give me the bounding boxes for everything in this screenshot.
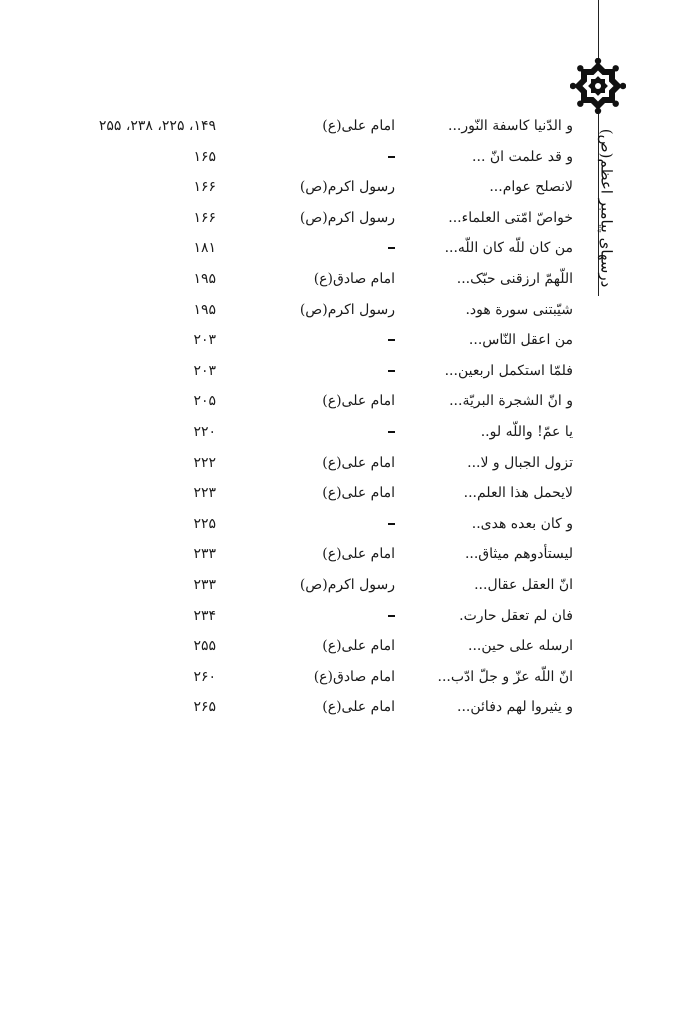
no-speaker-dash	[388, 422, 395, 442]
page-numbers: ۲۰۵	[193, 393, 216, 410]
hadith-phrase: فان لم تعقل حارت.	[459, 607, 573, 624]
hadith-speaker: امام علی(ع)	[322, 699, 395, 716]
index-row	[0, 234, 700, 265]
index-row	[0, 112, 700, 143]
no-speaker-dash	[388, 514, 395, 534]
page-numbers: ۲۰۳	[193, 332, 216, 349]
index-row	[0, 663, 700, 694]
hadith-speaker: امام علی(ع)	[322, 118, 395, 134]
page-numbers: ۱۸۱	[193, 240, 216, 257]
index-row	[0, 540, 700, 571]
page-numbers: ۲۶۰	[193, 668, 216, 685]
hadith-phrase: لانصلح عوام...	[489, 179, 573, 196]
hadith-speaker: امام علی(ع)	[322, 546, 395, 563]
page-numbers: ۲۳۳	[193, 576, 216, 593]
page-numbers: ۲۰۳	[193, 362, 216, 379]
hadith-phrase: و انّ الشجرة البریّة...	[449, 393, 573, 410]
hadith-phrase: و قد علمت انّ ...	[472, 148, 573, 165]
hadith-phrase: ارسله علی حین...	[468, 638, 573, 655]
no-speaker-dash	[388, 238, 395, 258]
hadith-phrase: و کان بعده هدی..	[471, 515, 573, 532]
index-row	[0, 387, 700, 418]
hadith-phrase: اللّهمّ ارزقنی حبّک...	[456, 270, 573, 287]
hadith-speaker: امام علی(ع)	[322, 485, 395, 502]
page-numbers: ۱۹۵	[193, 270, 216, 287]
page-numbers: ۲۳۴	[193, 607, 216, 624]
index-row	[0, 326, 700, 357]
hadith-phrase: من کان للّه کان اللّه...	[444, 240, 573, 257]
index-row	[0, 571, 700, 602]
page-numbers: ۱۶۶	[193, 179, 216, 196]
hadith-speaker: امام علی(ع)	[322, 638, 395, 655]
hadith-phrase: انّ اللّه عزّ و جلّ ادّب...	[437, 668, 573, 685]
index-row	[0, 204, 700, 235]
hadith-speaker: رسول اکرم(ص)	[299, 209, 395, 226]
index-row	[0, 693, 700, 724]
hadith-index-list	[0, 112, 700, 724]
index-row	[0, 173, 700, 204]
page-numbers: ۲۵۵	[193, 638, 216, 655]
hadith-speaker: رسول اکرم(ص)	[299, 179, 395, 196]
dash-mark	[388, 156, 395, 158]
page-numbers: ۲۲۰	[193, 423, 216, 440]
page-numbers: ۲۳۳	[193, 546, 216, 563]
eight-point-star-ornament-icon	[570, 58, 626, 114]
index-row	[0, 296, 700, 327]
index-row	[0, 510, 700, 541]
index-row	[0, 418, 700, 449]
dash-mark	[388, 339, 395, 341]
hadith-phrase: لیستأدوهم میثاق...	[464, 546, 573, 563]
hadith-phrase: خواصّ امّتی العلماء...	[448, 209, 573, 226]
hadith-phrase: شیّبتنی سورة هود.	[465, 301, 573, 318]
no-speaker-dash	[388, 147, 395, 167]
hadith-speaker: امام صادق(ع)	[313, 668, 395, 685]
hadith-speaker: رسول اکرم(ص)	[299, 576, 395, 593]
hadith-phrase: و یثیروا لهم دفائن...	[457, 699, 573, 716]
page-numbers: ۱۴۹، ۲۲۵، ۲۳۸، ۲۵۵	[98, 118, 216, 134]
dash-mark	[388, 615, 395, 617]
page-numbers: ۲۲۳	[193, 485, 216, 502]
hadith-speaker: امام علی(ع)	[322, 393, 395, 410]
dash-mark	[388, 247, 395, 249]
index-row	[0, 632, 700, 663]
page-numbers: ۱۶۶	[193, 209, 216, 226]
page-numbers: ۲۲۲	[193, 454, 216, 471]
dash-mark	[388, 431, 395, 433]
index-row	[0, 143, 700, 174]
page-numbers: ۱۶۵	[193, 148, 216, 165]
hadith-phrase: فلمّا استکمل اربعین...	[444, 362, 573, 379]
hadith-phrase: من اعقل النّاس...	[468, 332, 573, 349]
hadith-speaker: امام صادق(ع)	[313, 270, 395, 287]
dash-mark	[388, 370, 395, 372]
page-numbers: ۱۹۵	[193, 301, 216, 318]
hadith-phrase: تزول الجبال و لا...	[467, 454, 573, 471]
index-row	[0, 602, 700, 633]
no-speaker-dash	[388, 606, 395, 626]
index-row	[0, 449, 700, 480]
dash-mark	[388, 523, 395, 525]
index-row	[0, 479, 700, 510]
page-numbers: ۲۶۵	[193, 699, 216, 716]
index-row	[0, 357, 700, 388]
no-speaker-dash	[388, 330, 395, 350]
hadith-speaker: امام علی(ع)	[322, 454, 395, 471]
hadith-phrase: لایحمل هذا العلم...	[463, 485, 573, 502]
hadith-phrase: یا عمّ! واللّه لو..	[480, 423, 573, 440]
hadith-phrase: و الدّنیا کاسفة النّور...	[448, 118, 573, 134]
no-speaker-dash	[388, 361, 395, 381]
page-numbers: ۲۲۵	[193, 515, 216, 532]
index-row	[0, 265, 700, 296]
hadith-phrase: انّ العقل عقال...	[474, 576, 573, 593]
running-title-text: درسهای پیامبر اعظم(ص)	[597, 128, 616, 288]
hadith-speaker: رسول اکرم(ص)	[299, 301, 395, 318]
